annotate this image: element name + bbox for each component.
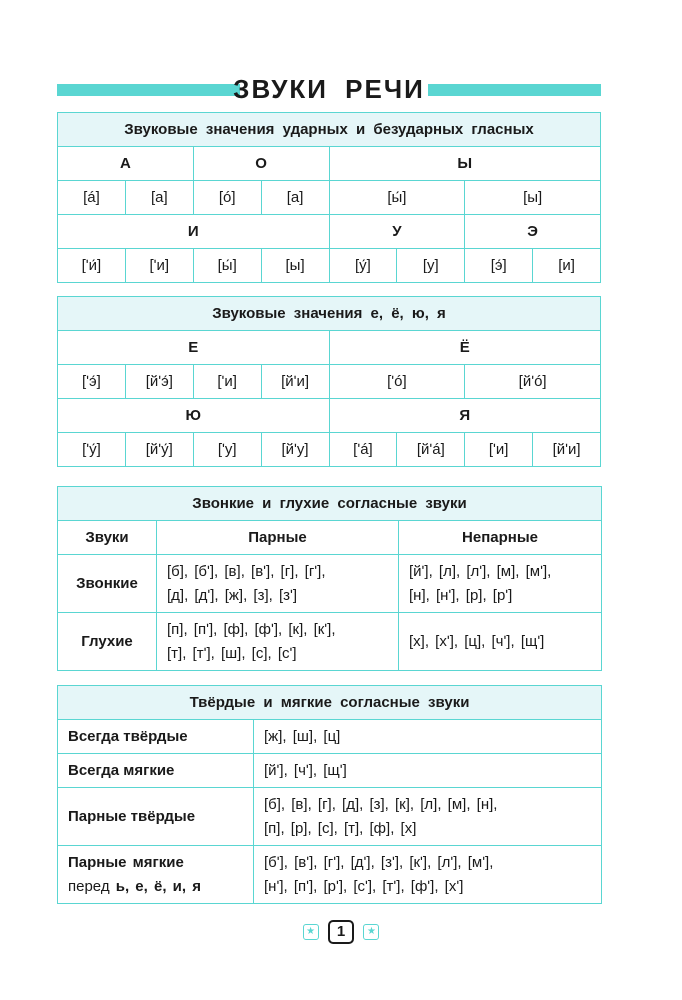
table-header: Твёрдые и мягкие согласные звуки bbox=[58, 686, 602, 720]
column-header-sounds: Звуки bbox=[58, 521, 157, 555]
letter-cell: Э bbox=[465, 215, 601, 249]
sounds-line: [нʹ], [пʹ], [рʹ], [сʹ], [тʹ], [фʹ], [хʹ] bbox=[264, 877, 464, 895]
sound-cell: [э́] bbox=[465, 249, 533, 283]
letter-cell: О bbox=[193, 147, 329, 181]
row-label-sub-letters: ь, е, ё, и, я bbox=[115, 877, 201, 895]
sounds-line: [б], [бʹ], [в], [вʹ], [г], [гʹ], bbox=[167, 562, 326, 580]
sounds-line: [б], [в], [г], [д], [з], [к], [л], [м], [н], bbox=[264, 795, 498, 813]
letter-cell: Ё bbox=[329, 331, 601, 365]
sounds-cell bbox=[254, 788, 602, 846]
row-label-title: Парные мягкие bbox=[68, 853, 184, 871]
sound-cell: [йʹу] bbox=[261, 433, 329, 467]
column-header-unpaired: Непарные bbox=[399, 521, 602, 555]
page-title: ЗВУКИ РЕЧИ bbox=[233, 74, 425, 104]
sound-cell: [а] bbox=[261, 181, 329, 215]
sound-cell: [ы́] bbox=[329, 181, 465, 215]
sounds-line: [п], [пʹ], [ф], [фʹ], [к], [кʹ], bbox=[167, 620, 336, 638]
letter-cell: У bbox=[329, 215, 465, 249]
letter-cell: Ю bbox=[58, 399, 330, 433]
sound-cell: [ы́] bbox=[193, 249, 261, 283]
sound-cell: [у́] bbox=[329, 249, 397, 283]
title-bar-left bbox=[57, 84, 240, 96]
row-label: Парные твёрдые bbox=[58, 788, 254, 846]
sound-cell: [ʹу́] bbox=[58, 433, 126, 467]
unpaired-sounds-cell bbox=[399, 613, 602, 671]
table-header: Звонкие и глухие согласные звуки bbox=[58, 487, 602, 521]
row-label bbox=[58, 846, 254, 904]
sound-cell: [йʹу́] bbox=[125, 433, 193, 467]
letter-cell: Я bbox=[329, 399, 601, 433]
sound-cell: [ʹи́] bbox=[58, 249, 126, 283]
paired-sounds-cell bbox=[157, 555, 399, 613]
sound-cell: [ы] bbox=[465, 181, 601, 215]
sound-cell: [ʹи] bbox=[465, 433, 533, 467]
sound-cell: [ʹи] bbox=[125, 249, 193, 283]
sounds-line: [п], [р], [с], [т], [ф], [х] bbox=[264, 819, 417, 837]
sounds-line: [йʹ], [л], [лʹ], [м], [мʹ], bbox=[409, 562, 552, 580]
page-title-row bbox=[57, 68, 601, 108]
unpaired-sounds-cell bbox=[399, 555, 602, 613]
page-footer bbox=[0, 920, 682, 944]
sounds-line: [д], [дʹ], [ж], [з], [зʹ] bbox=[167, 586, 298, 604]
star-icon: ★ bbox=[363, 924, 379, 940]
hard-soft-table bbox=[57, 685, 602, 904]
row-label-voiceless: Глухие bbox=[58, 613, 157, 671]
sound-cell: [и] bbox=[533, 249, 601, 283]
letter-cell: А bbox=[58, 147, 194, 181]
title-bar-right bbox=[428, 84, 601, 96]
sounds-line: [т], [тʹ], [ш], [с], [сʹ] bbox=[167, 644, 297, 662]
letter-cell: Ы bbox=[329, 147, 601, 181]
page-number: 1 bbox=[328, 920, 354, 944]
sounds-line: [х], [хʹ], [ц], [чʹ], [щʹ] bbox=[409, 632, 545, 650]
letter-cell: Е bbox=[58, 331, 330, 365]
sound-cell: [ʹи] bbox=[193, 365, 261, 399]
sound-cell: [ʹу] bbox=[193, 433, 261, 467]
paired-sounds-cell bbox=[157, 613, 399, 671]
sound-cell: [ó] bbox=[193, 181, 261, 215]
row-label-sub bbox=[68, 875, 253, 899]
sounds-cell: [йʹ], [чʹ], [щʹ] bbox=[254, 754, 602, 788]
row-label-voiced: Звонкие bbox=[58, 555, 157, 613]
sound-cell: [йʹó] bbox=[465, 365, 601, 399]
table-header: Звуковые значения ударных и безударных гласных bbox=[58, 113, 601, 147]
sounds-line: [н], [нʹ], [р], [рʹ] bbox=[409, 586, 513, 604]
sound-cell: [ʹá] bbox=[329, 433, 397, 467]
sound-cell: [ʹэ́] bbox=[58, 365, 126, 399]
sound-cell: [а] bbox=[125, 181, 193, 215]
table-header: Звуковые значения е, ё, ю, я bbox=[58, 297, 601, 331]
sound-cell: [ы] bbox=[261, 249, 329, 283]
eyo-table bbox=[57, 296, 601, 467]
row-label-sub-prefix: перед bbox=[68, 877, 116, 895]
star-icon: ★ bbox=[303, 924, 319, 940]
sounds-cell bbox=[254, 846, 602, 904]
sound-cell: [ʹó] bbox=[329, 365, 465, 399]
sound-cell: [у] bbox=[397, 249, 465, 283]
sound-cell: [йʹи] bbox=[533, 433, 601, 467]
sounds-line: [бʹ], [вʹ], [гʹ], [дʹ], [зʹ], [кʹ], [лʹ], [мʹ], bbox=[264, 853, 494, 871]
column-header-paired: Парные bbox=[157, 521, 399, 555]
row-label: Всегда твёрдые bbox=[58, 720, 254, 754]
voiced-voiceless-table bbox=[57, 486, 602, 671]
sound-cell: [йʹá] bbox=[397, 433, 465, 467]
sound-cell: [йʹэ́] bbox=[125, 365, 193, 399]
row-label: Всегда мягкие bbox=[58, 754, 254, 788]
sound-cell: [á] bbox=[58, 181, 126, 215]
vowels-table bbox=[57, 112, 601, 283]
sounds-cell: [ж], [ш], [ц] bbox=[254, 720, 602, 754]
letter-cell: И bbox=[58, 215, 330, 249]
sound-cell: [йʹи] bbox=[261, 365, 329, 399]
